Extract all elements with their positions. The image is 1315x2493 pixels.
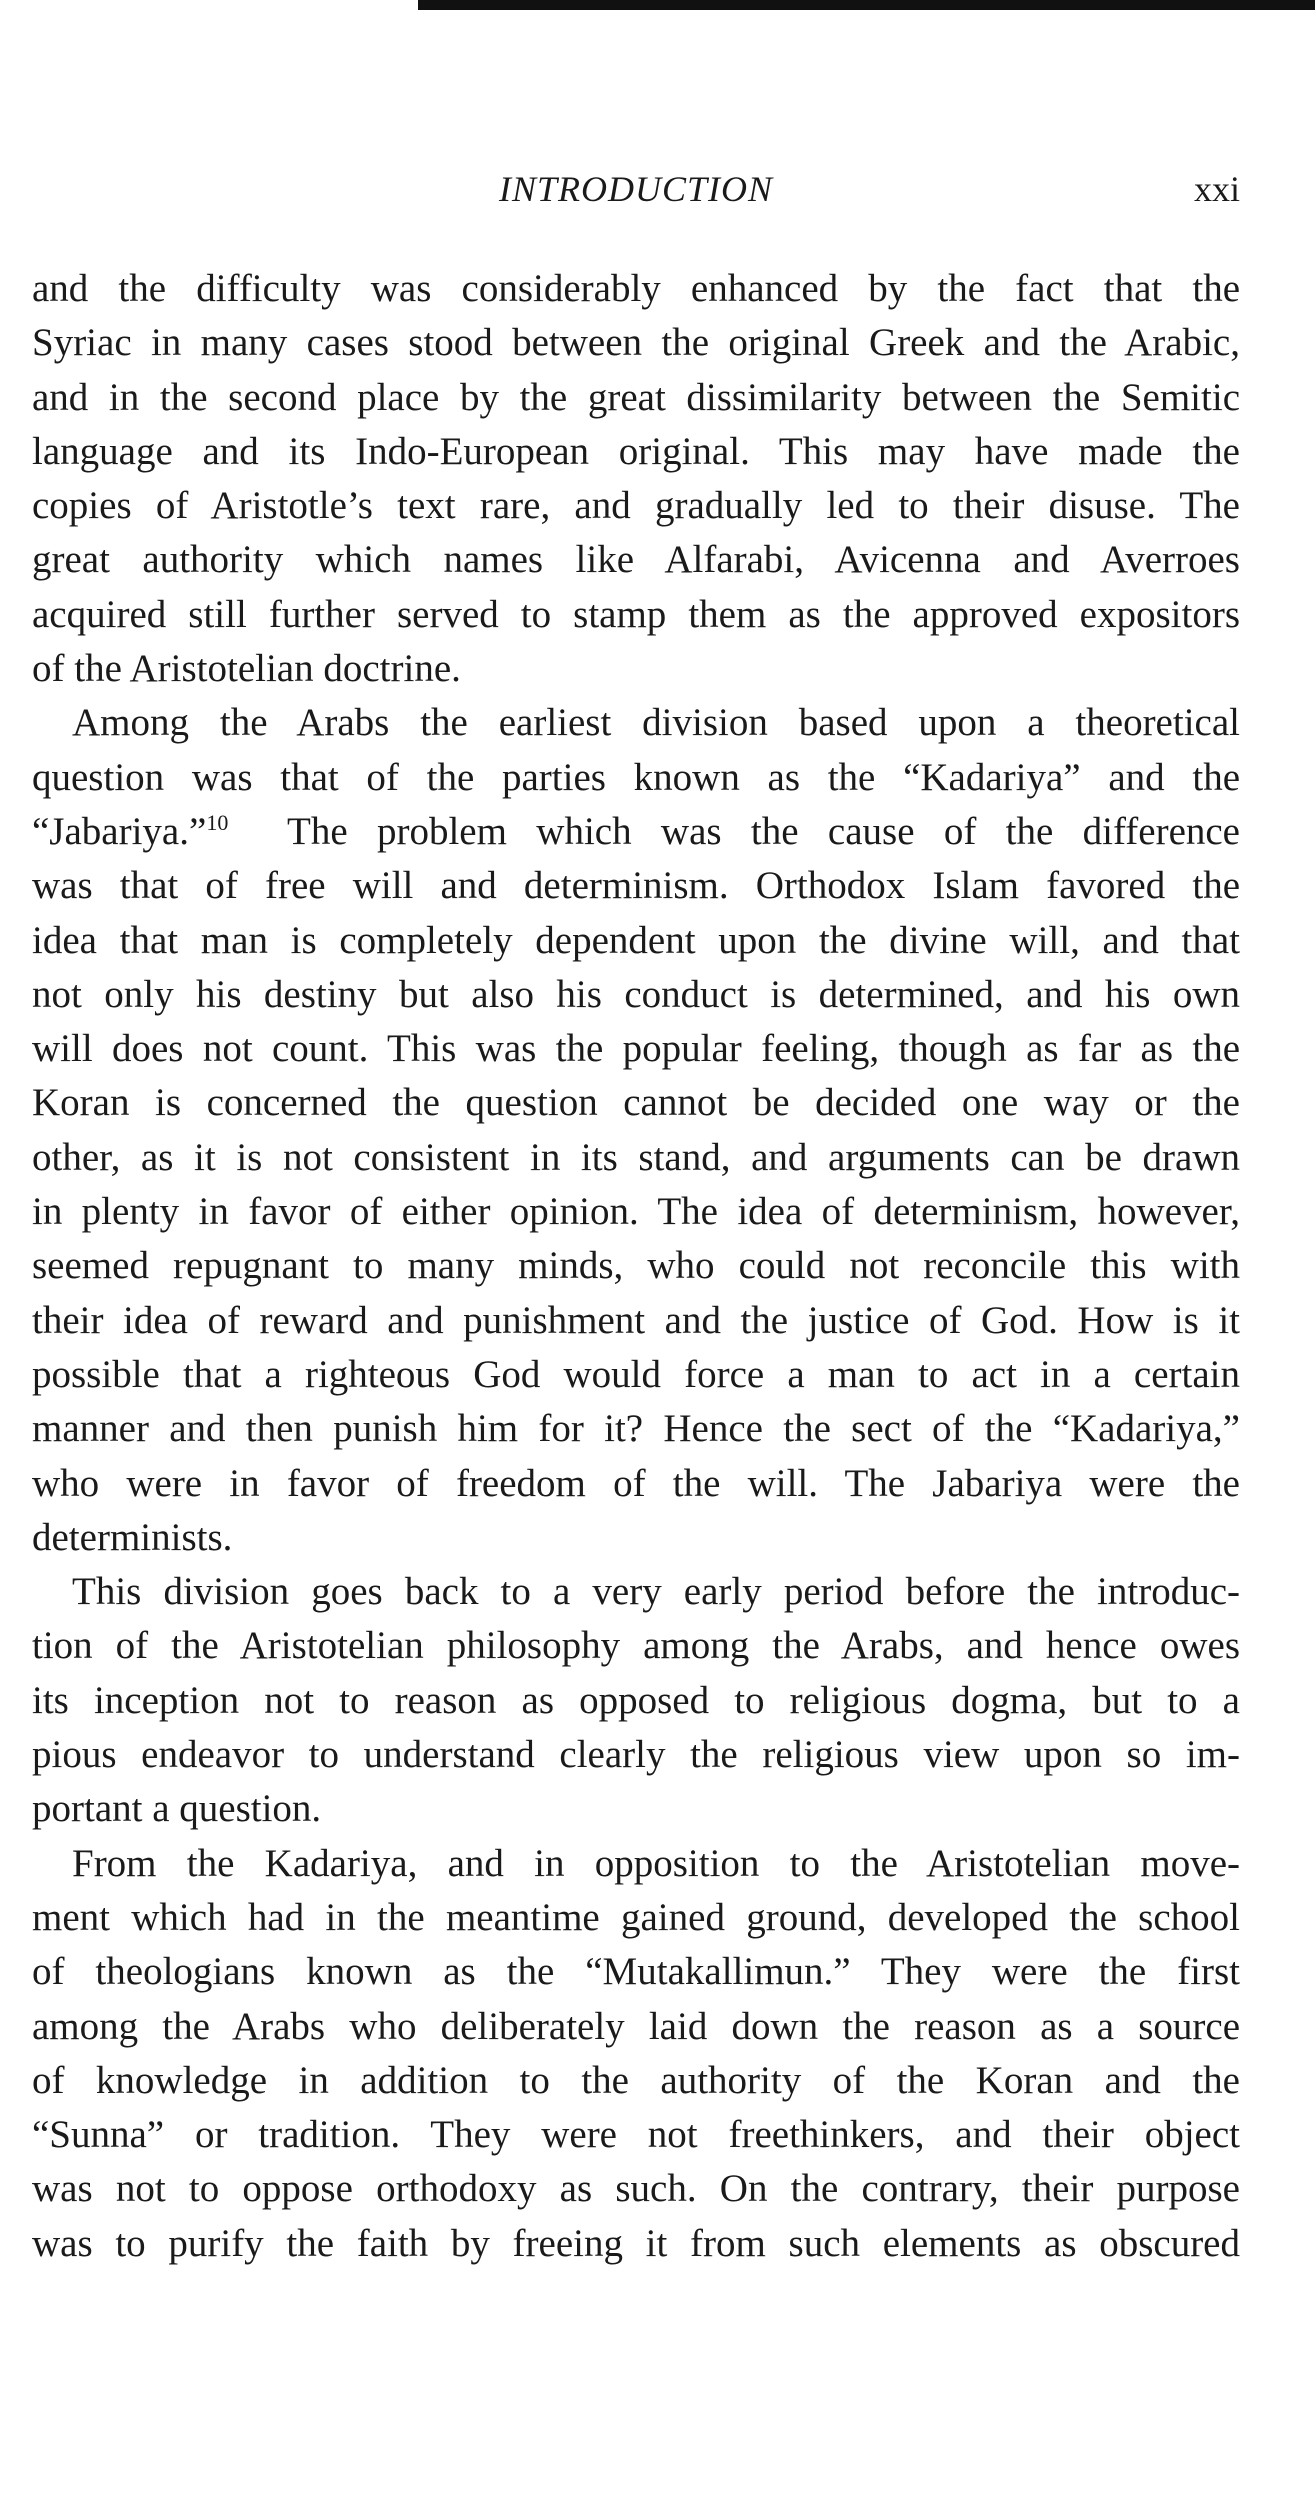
text-line: was that of free will and determinism. Orthodox Islam favored the (32, 864, 1240, 908)
text-line: was to purify the faith by freeing it from such elements as obscured (32, 2221, 1240, 2265)
text-line: among the Arabs who deliberately laid down the reason as a source (32, 2004, 1240, 2048)
text-line: From the Kadariya, and in opposition to the Aristotelian move- (72, 1841, 1240, 1885)
running-title: INTRODUCTION (498, 169, 774, 209)
text-line: not only his destiny but also his conduct is determined, and his own (32, 972, 1240, 1016)
text-line: who were in favor of freedom of the will. The Jabariya were the (32, 1461, 1240, 1505)
text-line: and in the second place by the great dissimilarity between the Semitic (32, 375, 1240, 419)
text-line: possible that a righteous God would force a man to act in a certain (32, 1352, 1240, 1396)
text-line: ment which had in the meantime gained ground, developed the school (32, 1895, 1240, 1939)
text-line: copies of Aristotle’s text rare, and gradually led to their disuse. The (32, 484, 1240, 528)
text-line: Syriac in many cases stood between the original Greek and the Arabic, (32, 321, 1240, 365)
running-head (32, 168, 1240, 228)
paragraph-2 (32, 696, 1240, 1565)
top-rule (418, 0, 1315, 10)
text-line: great authority which names like Alfarabi, Avicenna and Averroes (32, 538, 1240, 582)
text-line: their idea of reward and punishment and the justice of God. How is it (32, 1298, 1240, 1342)
text-line: idea that man is completely dependent upon the divine will, and that (32, 918, 1240, 962)
body-text (32, 262, 1240, 2271)
text-line: of knowledge in addition to the authority of the Koran and the (32, 2058, 1240, 2102)
text-line: Koran is concerned the question cannot be decided one way or the (32, 1081, 1240, 1125)
text-line: tion of the Aristotelian philosophy among the Arabs, and hence owes (32, 1624, 1240, 1668)
text-line: in plenty in favor of either opinion. The idea of determinism, however, (32, 1190, 1240, 1234)
text-line: question was that of the parties known as the “Kadariya” and the (32, 755, 1240, 799)
paragraph-1 (32, 262, 1240, 696)
text-line: “Sunna” or tradition. They were not freethinkers, and their object (32, 2113, 1240, 2157)
text-line: language and its Indo-European original. This may have made the (32, 429, 1240, 473)
text-line: Among the Arabs the earliest division based upon a theoretical (72, 701, 1240, 745)
text-line: of theologians known as the “Mutakallimun.” They were the first (32, 1950, 1240, 1994)
text-line: manner and then punish him for it? Hence the sect of the “Kadariya,” (32, 1407, 1240, 1451)
text-line: seemed repugnant to many minds, who could not reconcile this with (32, 1244, 1240, 1288)
text-line: of the Aristotelian doctrine. (32, 647, 461, 691)
text-line: This division goes back to a very early period before the introduc- (72, 1570, 1240, 1614)
text-line: other, as it is not consistent in its stand, and arguments can be drawn (32, 1135, 1240, 1179)
text-segment: The problem which was the cause of the difference (287, 809, 1240, 853)
text-line: its inception not to reason as opposed to religious dogma, but to a (32, 1678, 1240, 1722)
page-number: xxi (1193, 169, 1240, 209)
text-line: determinists. (32, 1515, 233, 1559)
paragraph-3 (32, 1565, 1240, 1836)
text-line: portant a question. (32, 1787, 322, 1831)
text-line: will does not count. This was the popular feeling, though as far as the (32, 1027, 1240, 1071)
text-line: acquired still further served to stamp them as the approved expositors (32, 592, 1240, 636)
text-line: and the difficulty was considerably enhanced by the fact that the (32, 267, 1240, 310)
footnote-line (32, 805, 1240, 859)
paragraph-4 (32, 1837, 1240, 2271)
text-line: pious endeavor to understand clearly the religious view upon so im- (32, 1733, 1240, 1777)
text-line: was not to oppose orthodoxy as such. On the contrary, their purpose (32, 2167, 1240, 2211)
footnote-reference: 10 (206, 809, 229, 835)
text-segment: “Jabariya.” (32, 809, 207, 853)
